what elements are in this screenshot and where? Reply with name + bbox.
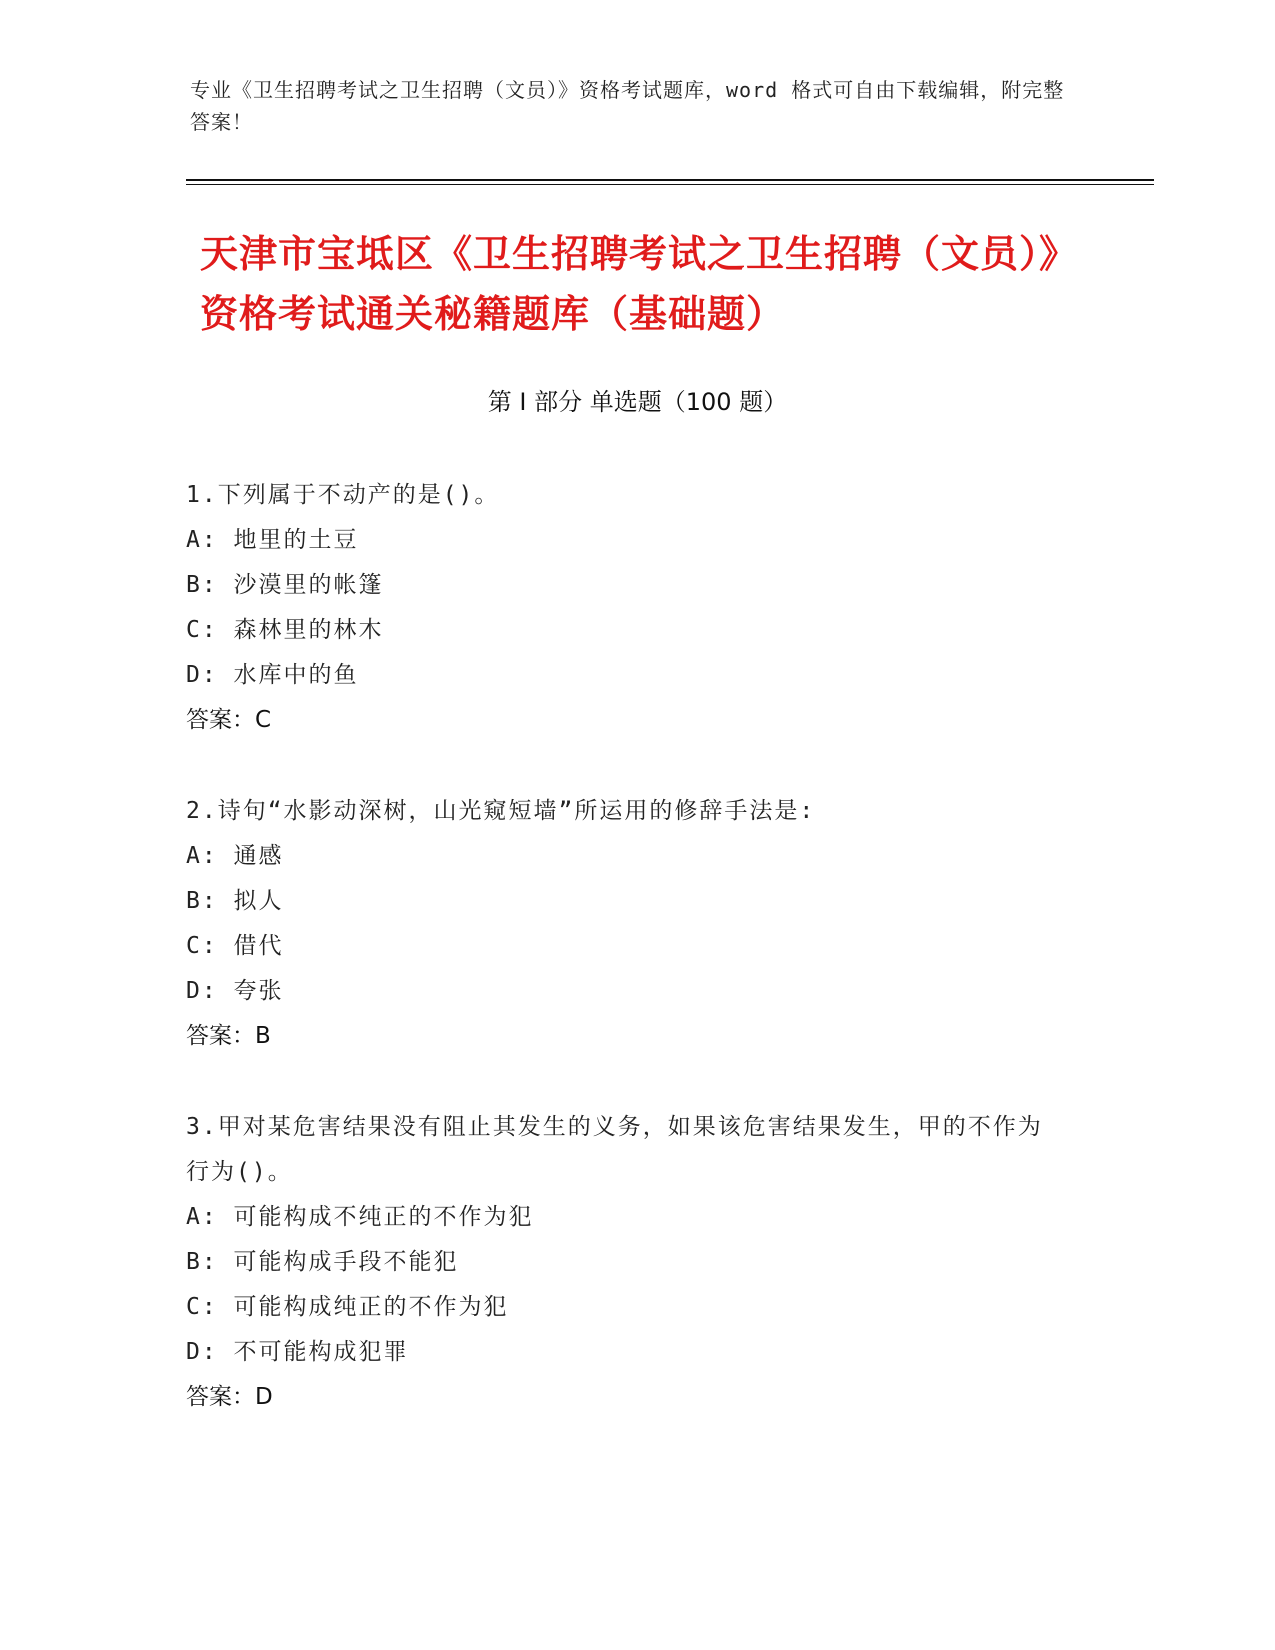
question-1 [186, 473, 1066, 743]
header-rule-thin [186, 184, 1154, 185]
answer-line: 答案：B [186, 1023, 271, 1049]
option-a: A: 通感 [186, 843, 284, 869]
header-rule-thick [186, 179, 1154, 181]
option-a: A: 可能构成不纯正的不作为犯 [186, 1204, 534, 1230]
question-3 [186, 1105, 1066, 1420]
section-heading: 第 I 部分 单选题（100 题） [487, 388, 788, 416]
option-c: C: 森林里的林木 [186, 617, 384, 643]
option-b: B: 沙漠里的帐篷 [186, 572, 384, 598]
answer-line: 答案：C [186, 707, 272, 733]
question-stem: 1.下列属于不动产的是()。 [186, 482, 500, 508]
option-d: D: 不可能构成犯罪 [186, 1339, 409, 1365]
question-stem: 2.诗句“水影动深树，山光窥短墙”所运用的修辞手法是: [186, 798, 816, 824]
question-stem: 3.甲对某危害结果没有阻止其发生的义务，如果该危害结果发生，甲的不作为行为()。 [186, 1114, 1043, 1185]
option-b: B: 可能构成手段不能犯 [186, 1249, 459, 1275]
question-list [186, 473, 1066, 1466]
intro-text: 专业《卫生招聘考试之卫生招聘（文员）》资格考试题库，word 格式可自由下载编辑，附完整答案！ [190, 78, 1065, 134]
option-c: C: 可能构成纯正的不作为犯 [186, 1294, 509, 1320]
answer-line: 答案：D [186, 1384, 273, 1410]
option-d: D: 水库中的鱼 [186, 662, 359, 688]
option-c: C: 借代 [186, 933, 284, 959]
option-a: A: 地里的土豆 [186, 527, 359, 553]
document-title: 天津市宝坻区《卫生招聘考试之卫生招聘（文员）》资格考试通关秘籍题库（基础题） [200, 232, 1079, 336]
question-2 [186, 789, 1066, 1059]
option-d: D: 夸张 [186, 978, 284, 1004]
option-b: B: 拟人 [186, 888, 284, 914]
